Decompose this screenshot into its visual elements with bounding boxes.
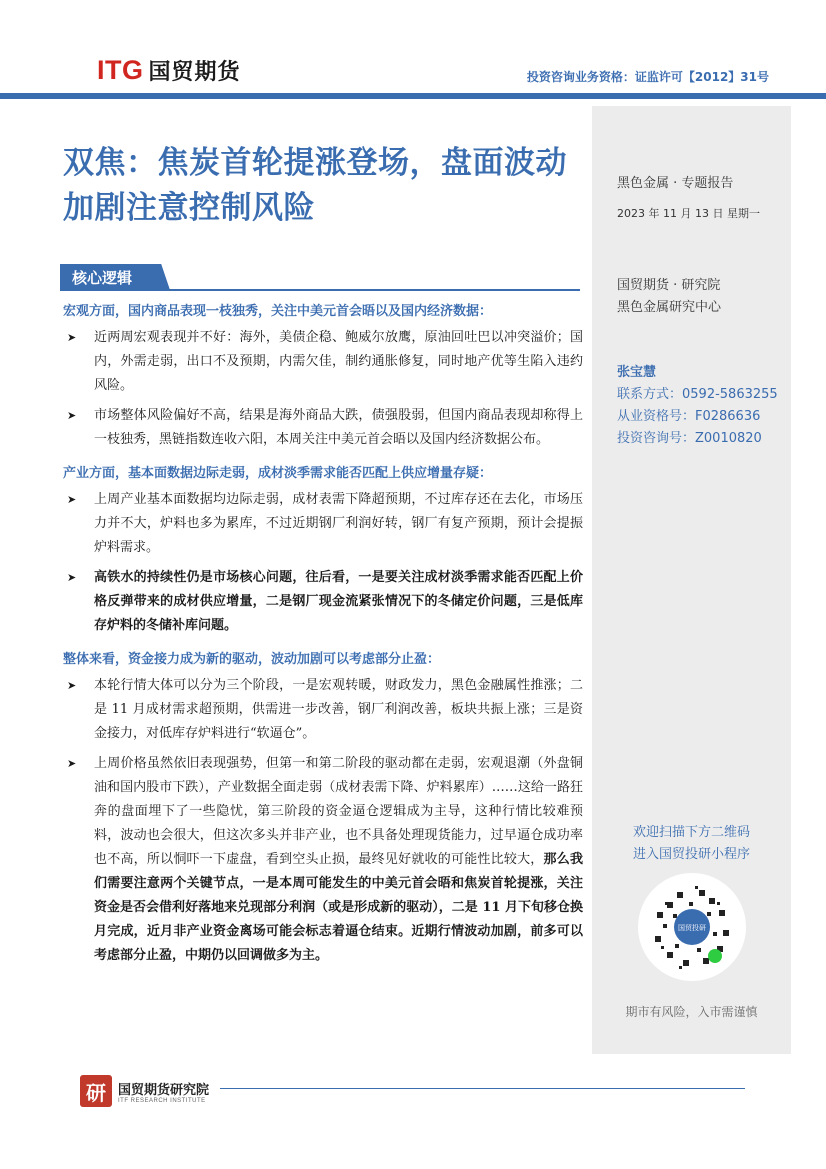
org-line-2: 黑色金属研究中心 <box>617 300 722 315</box>
author-consult-number: 投资咨询号：Z0010820 <box>617 431 762 446</box>
heading-macro: 宏观方面，国内商品表现一枝独秀，关注中美元首会晤以及国内经济数据： <box>63 304 493 319</box>
author-name: 张宝慧 <box>617 365 657 380</box>
report-title: 双焦：焦炭首轮提涨登场，盘面波动加剧注意控制风险 <box>63 145 567 226</box>
mini-program-qr-code[interactable] <box>637 872 747 982</box>
bullet-item <box>63 752 583 968</box>
header-divider <box>0 93 826 99</box>
research-icon: 研 <box>80 1075 112 1107</box>
risk-warning: 期市有风险，入市需谨慎 <box>625 1005 758 1019</box>
scan-line-2: 进入国贸投研小程序 <box>632 847 750 862</box>
footer-divider <box>220 1088 745 1089</box>
footer-institute-name: 国贸期货研究院 <box>118 1082 210 1098</box>
logo-cn-text: 国贸期货 <box>148 60 241 85</box>
heading-overall: 整体来看，资金接力成为新的驱动，波动加剧可以考虑部分止盈： <box>63 652 441 667</box>
heading-industry: 产业方面，基本面数据边际走弱，成材淡季需求能否匹配上供应增量存疑： <box>63 466 493 481</box>
bullet-text: 上周价格虽然依旧表现强势，但第一和第二阶段的驱动都在走弱，宏观退潮（外盘铜油和国内股市下跌），产业数据全面走弱（成材表需下降、炉料累库）……这给一路狂奔的盘面埋下了一些隐忧，第三阶段的资金逼仓逻辑成为主导，这种行情比较难预料，波动也会很大，但这次多头并非产业，也不具备处理现货能力，过早逼仓成功率也不高，所以恫吓一下虚盘，看到空头止损，最终见好就收的可能性比较大， <box>94 756 583 867</box>
bullet-text-bold: 那么我们需要注意两个关键节点，一是本周可能发生的中美元首会晤和焦炭首轮提涨，关注资金是否会借利好落地来兑现部分利润（或是形成新的驱动），二是 11 月下旬移仓换月完成，近月非产业资金离场可能会标志着逼仓结束。近期行情波动加剧，前多可以考虑部分止盈，中期仍以回调做多为主。 <box>94 852 583 963</box>
footer-institute-name-en: ITF RESEARCH INSTITUTE <box>118 1097 206 1104</box>
bullet-text: 上周产业基本面数据均边际走弱，成材表需下降超预期，不过库存还在去化，市场压力并不大，炉料也多为累库，不过近期钢厂利润好转，钢厂有复产预期，预计会提振炉料需求。 <box>94 492 583 555</box>
bullet-item <box>63 674 583 746</box>
license-text: 投资咨询业务资格：证监许可【2012】31号 <box>526 70 769 84</box>
bullet-text: 近两周宏观表现并不好：海外，美债企稳、鲍威尔放鹰，原油回吐巴以冲突溢价；国内，外需走弱，出口不及预期，内需欠佳，制约通胀修复，同时地产优等生陷入违约风险。 <box>94 330 583 393</box>
org-line-1: 国贸期货 · 研究院 <box>617 278 721 293</box>
report-date: 2023 年 11 月 13 日 星期一 <box>617 207 760 220</box>
author-qualification: 从业资格号：F0286636 <box>617 409 761 424</box>
arrow-bullet-icon: ➤ <box>67 571 77 584</box>
section-tag-label: 核心逻辑 <box>72 269 133 287</box>
bullet-item <box>63 326 583 398</box>
footer-logo <box>80 1075 209 1107</box>
arrow-bullet-icon: ➤ <box>67 757 77 770</box>
arrow-bullet-icon: ➤ <box>67 331 77 344</box>
logo-itg-text: ITG <box>97 55 144 85</box>
bullet-item <box>63 404 583 452</box>
bullet-text: 市场整体风险偏好不高，结果是海外商品大跌，债强股弱，但国内商品表现却称得上一枝独秀，黑链指数连收六阳，本周关注中美元首会晤以及国内经济数据公布。 <box>94 408 583 447</box>
report-body <box>63 300 583 974</box>
section-divider <box>60 289 580 291</box>
arrow-bullet-icon: ➤ <box>67 493 77 506</box>
bullet-text: 高铁水的持续性仍是市场核心问题，往后看，一是要关注成材淡季需求能否匹配上价格反弹带来的成材供应增量，二是钢厂现金流紧张情况下的冬储定价问题，三是低库存炉料的冬储补库问题。 <box>94 570 583 633</box>
research-org <box>617 275 721 319</box>
scan-prompt <box>592 822 791 866</box>
bullet-item <box>63 566 583 638</box>
qr-center-label: 国贸投研 <box>678 924 706 932</box>
author-contact: 联系方式：0592-5863255 <box>617 387 778 402</box>
company-logo <box>97 55 241 86</box>
section-tag <box>60 264 180 290</box>
author-info <box>617 362 778 450</box>
arrow-bullet-icon: ➤ <box>67 409 77 422</box>
bullet-item <box>63 488 583 560</box>
arrow-bullet-icon: ➤ <box>67 679 77 692</box>
scan-line-1: 欢迎扫描下方二维码 <box>632 825 750 840</box>
report-category: 黑色金属 · 专题报告 <box>617 176 734 191</box>
bullet-text: 本轮行情大体可以分为三个阶段，一是宏观转暖，财政发力，黑色金融属性推涨；二是 11 月成材需求超预期，供需进一步改善，钢厂利润改善，板块共振上涨；三是资金接力，对低库存炉料进行“软逼仓”。 <box>94 678 583 741</box>
